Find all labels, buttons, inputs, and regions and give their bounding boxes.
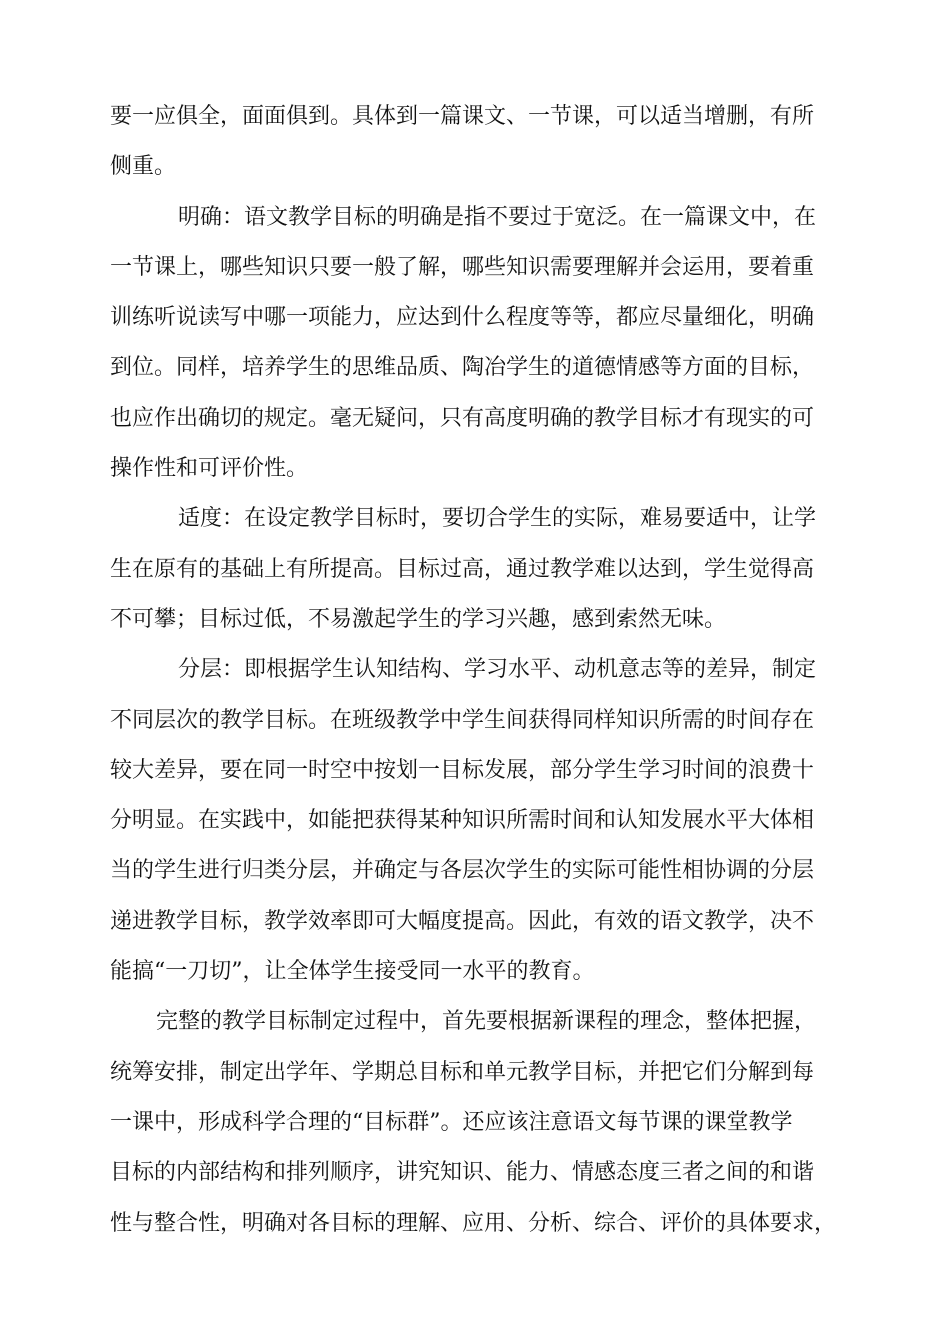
text-line: 性与整合性，明确对各目标的理解、应用、分析、综合、评价的具体要求， xyxy=(110,1210,837,1236)
text-line: 不同层次的教学目标。在班级教学中学生间获得同样知识所需的时间存在 xyxy=(110,707,815,733)
text-line: 统筹安排，制定出学年、学期总目标和单元教学目标，并把它们分解到每 xyxy=(110,1059,815,1085)
text-line: 生在原有的基础上有所提高。目标过高，通过教学难以达到，学生觉得高 xyxy=(110,556,815,582)
paragraph-wanzheng xyxy=(110,997,838,1248)
text-line: 能搞“一刀切”，让全体学生接受同一水平的教育。 xyxy=(110,959,595,985)
text-line: 适度：在设定教学目标时，要切合学生的实际，难易要适中，让学 xyxy=(178,506,817,532)
text-line: 递进教学目标，教学效率即可大幅度提高。因此，有效的语文教学，决不 xyxy=(110,908,815,934)
text-line: 一节课上，哪些知识只要一般了解，哪些知识需要理解并会运用，要着重 xyxy=(110,254,815,280)
paragraph-continuation xyxy=(110,92,838,193)
document-page xyxy=(110,92,838,1249)
text-line: 当的学生进行归类分层，并确定与各层次学生的实际可能性相协调的分层 xyxy=(110,858,815,884)
text-line: 目标的内部结构和排列顺序，讲究知识、能力、情感态度三者之间的和谐 xyxy=(110,1160,815,1186)
text-line: 侧重。 xyxy=(110,154,177,180)
text-line: 也应作出确切的规定。毫无疑问，只有高度明确的教学目标才有现实的可 xyxy=(110,405,815,431)
paragraph-shidu xyxy=(110,494,838,645)
text-line: 要一应俱全，面面俱到。具体到一篇课文、一节课，可以适当增删，有所 xyxy=(110,104,815,129)
text-line: 训练听说读写中哪一项能力，应达到什么程度等等，都应尽量细化，明确 xyxy=(110,305,815,331)
text-line: 分明显。在实践中，如能把获得某种知识所需时间和认知发展水平大体相 xyxy=(110,808,815,834)
text-line: 不可攀；目标过低，不易激起学生的学习兴趣，感到索然无味。 xyxy=(110,606,727,632)
text-line: 分层：即根据学生认知结构、学习水平、动机意志等的差异，制定 xyxy=(178,657,817,683)
text-line: 到位。同样，培养学生的思维品质、陶冶学生的道德情感等方面的目标， xyxy=(110,355,815,381)
text-line: 完整的教学目标制定过程中，首先要根据新课程的理念，整体把握， xyxy=(156,1009,817,1035)
paragraph-mingque xyxy=(110,193,838,495)
text-line: 一课中，形成科学合理的“目标群”。还应该注意语文每节课的课堂教学 xyxy=(110,1109,793,1135)
text-line: 操作性和可评价性。 xyxy=(110,456,309,482)
paragraph-fenceng xyxy=(110,645,838,997)
text-line: 明确：语文教学目标的明确是指不要过于宽泛。在一篇课文中，在 xyxy=(178,204,817,230)
text-line: 较大差异，要在同一时空中按划一目标发展，部分学生学习时间的浪费十 xyxy=(110,757,815,783)
